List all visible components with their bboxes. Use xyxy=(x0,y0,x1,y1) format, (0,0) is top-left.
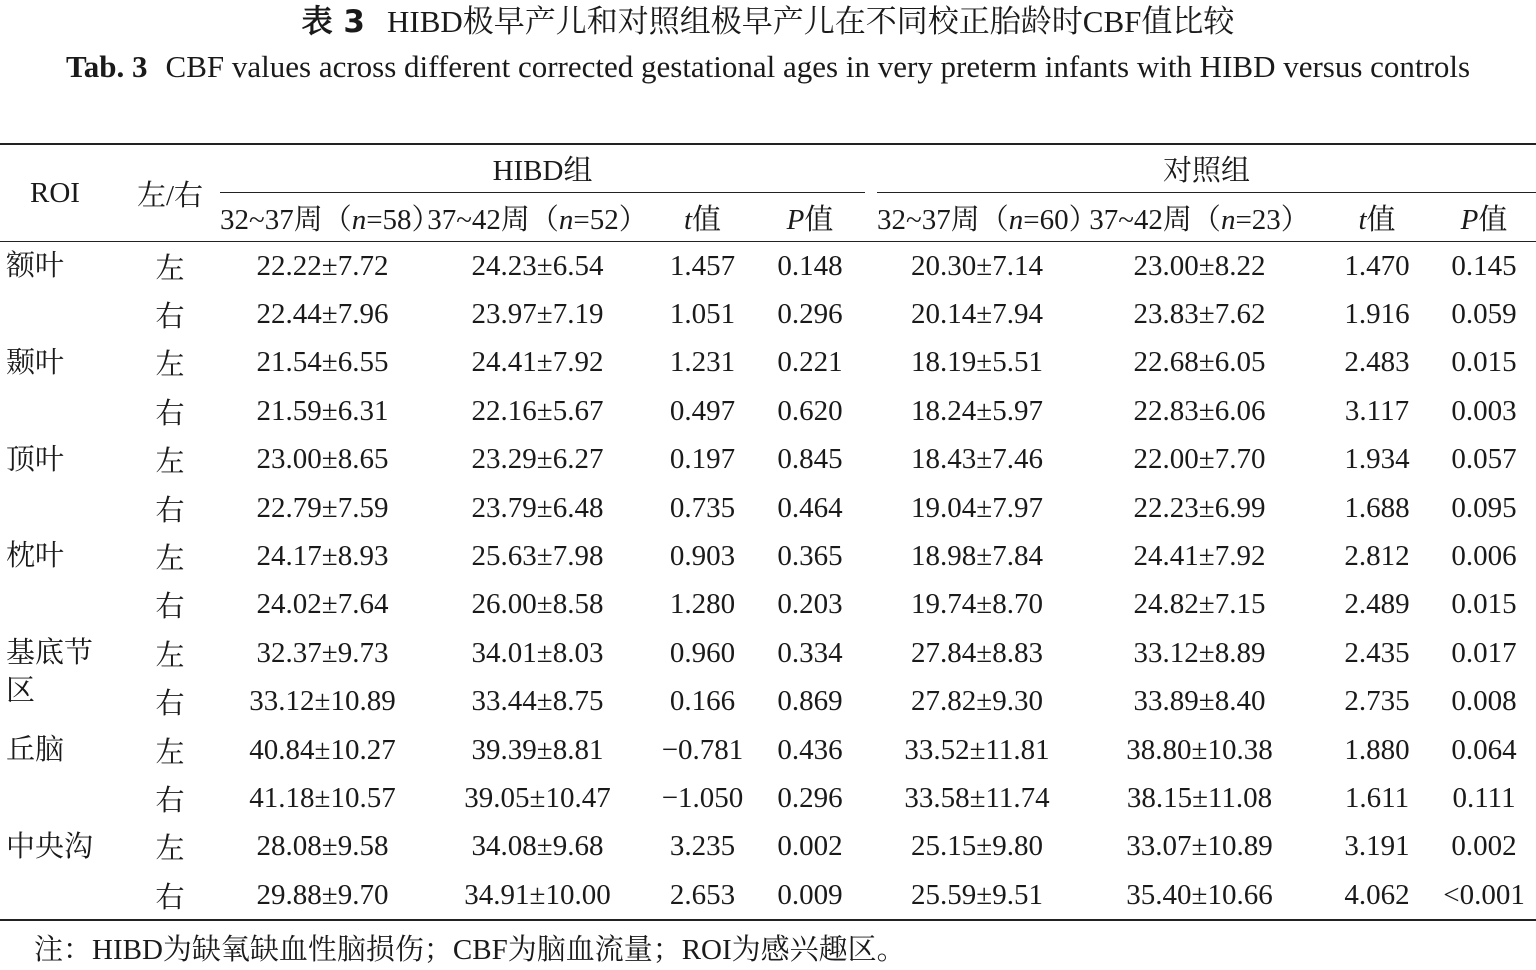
ctrl-32-37-cell: 18.19±5.51 xyxy=(911,346,1043,379)
table-title-cn-text: HIBD极早产儿和对照组极早产儿在不同校正胎龄时CBF值比较 xyxy=(387,4,1235,39)
side-cell: 右 xyxy=(155,494,185,527)
hibd-32-37-cell: 22.22±7.72 xyxy=(256,249,389,282)
hibd-p-cell: 0.869 xyxy=(777,685,843,718)
ctrl-37-42-cell: 33.89±8.40 xyxy=(1133,685,1266,718)
hibd-p-cell: 0.296 xyxy=(777,298,843,331)
header-roi: ROI xyxy=(0,144,120,242)
ctrl-p-cell: 0.059 xyxy=(1451,298,1517,331)
table-label-cn: 表 3 xyxy=(301,4,365,40)
ctrl-37-42-cell: 23.00±8.22 xyxy=(1133,249,1266,282)
ctrl-37-42-cell: 22.83±6.06 xyxy=(1133,394,1266,427)
ctrl-32-37-cell: 27.84±8.83 xyxy=(911,636,1043,669)
table-title-en xyxy=(0,44,1536,136)
hibd-32-37-cell: 24.02±7.64 xyxy=(256,588,389,621)
side-cell: 右 xyxy=(155,397,185,430)
hibd-32-37-cell: 41.18±10.57 xyxy=(249,781,396,814)
hibd-32-37-cell: 32.37±9.73 xyxy=(256,636,389,669)
ctrl-t-cell: 1.934 xyxy=(1344,443,1410,476)
ctrl-32-37-cell: 19.04±7.97 xyxy=(911,491,1043,524)
hibd-t-cell: 2.653 xyxy=(669,878,736,911)
side-cell: 左 xyxy=(155,736,185,769)
hibd-37-42-cell: 34.91±10.00 xyxy=(464,878,611,911)
side-cell: 右 xyxy=(155,301,185,334)
hibd-37-42-cell: 23.97±7.19 xyxy=(471,298,604,331)
ctrl-t-cell: 2.483 xyxy=(1344,346,1410,379)
ctrl-32-37-cell: 25.59±9.51 xyxy=(911,878,1043,911)
table-row xyxy=(0,484,1536,532)
table-row xyxy=(0,678,1536,726)
hibd-37-42-cell: 23.29±6.27 xyxy=(471,443,604,476)
ctrl-t-cell: 1.611 xyxy=(1344,781,1410,814)
hibd-32-37-cell: 29.88±9.70 xyxy=(256,878,389,911)
table-label-en: Tab. 3 xyxy=(65,49,148,84)
ctrl-32-37-cell: 20.14±7.94 xyxy=(911,298,1043,331)
side-cell: 右 xyxy=(155,881,185,914)
ctrl-32-37-cell: 33.58±11.74 xyxy=(904,781,1050,814)
hibd-t-cell: 0.960 xyxy=(669,636,736,669)
ctrl-p-cell: 0.003 xyxy=(1451,394,1517,427)
table-row xyxy=(0,436,1536,484)
hibd-32-37-cell: 22.79±7.59 xyxy=(256,491,389,524)
table-note: 注：HIBD为缺氧缺血性脑损伤；CBF为脑血流量；ROI为感兴趣区。 xyxy=(34,934,906,966)
side-cell: 右 xyxy=(155,688,185,721)
hibd-t-cell: −0.781 xyxy=(661,733,744,766)
hibd-37-42-cell: 39.05±10.47 xyxy=(464,781,611,814)
hibd-p-cell: 0.464 xyxy=(777,491,843,524)
ctrl-32-37-cell: 18.43±7.46 xyxy=(911,443,1043,476)
ctrl-32-37-cell: 19.74±8.70 xyxy=(911,588,1043,621)
hibd-37-42-cell: 39.39±8.81 xyxy=(471,733,604,766)
ctrl-p-cell: 0.095 xyxy=(1451,491,1517,524)
hibd-37-42-cell: 33.44±8.75 xyxy=(471,685,604,718)
roi-cell: 中央沟 xyxy=(6,830,94,863)
ctrl-37-42-cell: 35.40±10.66 xyxy=(1126,878,1273,911)
ctrl-t-cell: 4.062 xyxy=(1344,878,1410,911)
header-ctrl-p: P值 xyxy=(1432,193,1536,242)
ctrl-t-cell: 2.735 xyxy=(1344,685,1410,718)
hibd-p-cell: 0.203 xyxy=(777,588,843,621)
cbf-table xyxy=(0,143,1536,921)
hibd-t-cell: 0.903 xyxy=(669,540,736,573)
side-cell: 左 xyxy=(155,833,185,866)
table-title-en-text: CBF values across different corrected gestational ages in very preterm infants with HIBD versus controls xyxy=(165,49,1471,84)
hibd-32-37-cell: 28.08±9.58 xyxy=(256,830,389,863)
ctrl-37-42-cell: 38.80±10.38 xyxy=(1126,733,1273,766)
hibd-32-37-cell: 21.59±6.31 xyxy=(256,394,389,427)
ctrl-t-cell: 2.435 xyxy=(1344,636,1410,669)
table-row xyxy=(0,823,1536,871)
table-row xyxy=(0,871,1536,920)
ctrl-t-cell: 1.880 xyxy=(1344,733,1410,766)
ctrl-37-42-cell: 23.83±7.62 xyxy=(1133,298,1266,331)
ctrl-p-cell: 0.064 xyxy=(1451,733,1517,766)
hibd-t-cell: 0.197 xyxy=(669,443,736,476)
hibd-p-cell: 0.436 xyxy=(777,733,843,766)
hibd-p-cell: 0.365 xyxy=(777,540,843,573)
roi-cell: 顶叶 xyxy=(6,443,65,476)
hibd-37-42-cell: 26.00±8.58 xyxy=(471,588,604,621)
table-row xyxy=(0,532,1536,580)
ctrl-t-cell: 2.812 xyxy=(1344,540,1410,573)
header-ctrl-t: t值 xyxy=(1322,193,1432,242)
hibd-t-cell: 0.735 xyxy=(669,491,736,524)
header-hibd-37-42: 37~42周（n=52） xyxy=(425,193,650,242)
ctrl-32-37-cell: 33.52±11.81 xyxy=(904,733,1050,766)
header-side: 左/右 xyxy=(120,144,220,242)
hibd-37-42-cell: 34.01±8.03 xyxy=(471,636,604,669)
hibd-p-cell: 0.148 xyxy=(777,249,843,282)
ctrl-p-cell: <0.001 xyxy=(1443,878,1525,911)
roi-cell: 丘脑 xyxy=(6,733,65,766)
ctrl-t-cell: 3.191 xyxy=(1344,830,1410,863)
header-hibd-32-37: 32~37周（n=58） xyxy=(220,193,425,242)
header-ctrl-32-37: 32~37周（n=60） xyxy=(877,193,1077,242)
header-group-hibd: HIBD组 xyxy=(220,144,865,193)
hibd-32-37-cell: 23.00±8.65 xyxy=(256,443,389,476)
table-row xyxy=(0,387,1536,435)
ctrl-t-cell: 3.117 xyxy=(1344,394,1410,427)
hibd-37-42-cell: 23.79±6.48 xyxy=(471,491,604,524)
ctrl-37-42-cell: 22.68±6.05 xyxy=(1133,346,1266,379)
ctrl-37-42-cell: 22.23±6.99 xyxy=(1133,491,1266,524)
hibd-p-cell: 0.334 xyxy=(777,636,843,669)
ctrl-p-cell: 0.015 xyxy=(1451,346,1517,379)
table-row xyxy=(0,290,1536,338)
table-row xyxy=(0,774,1536,822)
header-hibd-t: t值 xyxy=(650,193,755,242)
side-cell: 左 xyxy=(155,252,185,285)
ctrl-37-42-cell: 24.82±7.15 xyxy=(1133,588,1266,621)
ctrl-t-cell: 1.688 xyxy=(1344,491,1410,524)
hibd-37-42-cell: 24.41±7.92 xyxy=(471,346,604,379)
hibd-p-cell: 0.002 xyxy=(777,830,843,863)
hibd-32-37-cell: 21.54±6.55 xyxy=(256,346,389,379)
side-cell: 左 xyxy=(155,639,185,672)
hibd-t-cell: 1.231 xyxy=(669,346,736,379)
ctrl-t-cell: 1.470 xyxy=(1344,249,1410,282)
hibd-t-cell: 0.166 xyxy=(669,685,736,718)
ctrl-p-cell: 0.145 xyxy=(1451,249,1517,282)
table-body xyxy=(0,242,1536,921)
hibd-p-cell: 0.221 xyxy=(777,346,843,379)
ctrl-37-42-cell: 22.00±7.70 xyxy=(1133,443,1266,476)
table-title-cn xyxy=(0,0,1536,44)
hibd-p-cell: 0.296 xyxy=(777,781,843,814)
hibd-p-cell: 0.845 xyxy=(777,443,843,476)
hibd-32-37-cell: 33.12±10.89 xyxy=(249,685,396,718)
side-cell: 左 xyxy=(155,543,185,576)
hibd-p-cell: 0.620 xyxy=(777,394,843,427)
hibd-t-cell: 3.235 xyxy=(669,830,736,863)
ctrl-37-42-cell: 33.12±8.89 xyxy=(1133,636,1266,669)
hibd-37-42-cell: 22.16±5.67 xyxy=(471,394,604,427)
ctrl-37-42-cell: 33.07±10.89 xyxy=(1126,830,1273,863)
hibd-t-cell: −1.050 xyxy=(661,781,744,814)
hibd-32-37-cell: 40.84±10.27 xyxy=(249,733,396,766)
ctrl-p-cell: 0.015 xyxy=(1451,588,1517,621)
ctrl-t-cell: 1.916 xyxy=(1344,298,1410,331)
roi-cell: 颞叶 xyxy=(6,346,65,379)
hibd-t-cell: 1.051 xyxy=(669,298,736,331)
ctrl-37-42-cell: 38.15±11.08 xyxy=(1126,781,1273,814)
table-row xyxy=(0,726,1536,774)
hibd-t-cell: 1.280 xyxy=(669,588,736,621)
ctrl-32-37-cell: 20.30±7.14 xyxy=(911,249,1043,282)
ctrl-32-37-cell: 18.24±5.97 xyxy=(911,394,1043,427)
table-row xyxy=(0,581,1536,629)
ctrl-p-cell: 0.111 xyxy=(1452,781,1516,814)
ctrl-p-cell: 0.006 xyxy=(1451,540,1517,573)
ctrl-p-cell: 0.008 xyxy=(1451,685,1517,718)
roi-cell: 额叶 xyxy=(6,250,65,282)
side-cell: 左 xyxy=(155,349,185,382)
roi-cell: 基底节区 xyxy=(6,637,94,708)
header-hibd-p: P值 xyxy=(755,193,865,242)
ctrl-32-37-cell: 18.98±7.84 xyxy=(911,540,1043,573)
ctrl-t-cell: 2.489 xyxy=(1344,588,1410,621)
roi-cell: 枕叶 xyxy=(6,540,65,573)
side-cell: 右 xyxy=(155,784,185,817)
hibd-32-37-cell: 24.17±8.93 xyxy=(256,540,389,573)
hibd-37-42-cell: 25.63±7.98 xyxy=(471,540,604,573)
hibd-t-cell: 0.497 xyxy=(669,394,736,427)
ctrl-p-cell: 0.002 xyxy=(1451,830,1517,863)
ctrl-37-42-cell: 24.41±7.92 xyxy=(1133,540,1266,573)
header-group-control: 对照组 xyxy=(877,144,1536,193)
table-row xyxy=(0,339,1536,387)
table-row xyxy=(0,629,1536,677)
table-row xyxy=(0,242,1536,291)
ctrl-32-37-cell: 27.82±9.30 xyxy=(911,685,1043,718)
hibd-37-42-cell: 34.08±9.68 xyxy=(471,830,604,863)
ctrl-p-cell: 0.057 xyxy=(1451,443,1517,476)
side-cell: 左 xyxy=(155,446,185,479)
ctrl-p-cell: 0.017 xyxy=(1451,636,1517,669)
hibd-32-37-cell: 22.44±7.96 xyxy=(256,298,389,331)
hibd-t-cell: 1.457 xyxy=(669,249,736,282)
ctrl-32-37-cell: 25.15±9.80 xyxy=(911,830,1043,863)
header-ctrl-37-42: 37~42周（n=23） xyxy=(1077,193,1322,242)
side-cell: 右 xyxy=(155,591,185,624)
hibd-37-42-cell: 24.23±6.54 xyxy=(471,249,604,282)
hibd-p-cell: 0.009 xyxy=(777,878,843,911)
